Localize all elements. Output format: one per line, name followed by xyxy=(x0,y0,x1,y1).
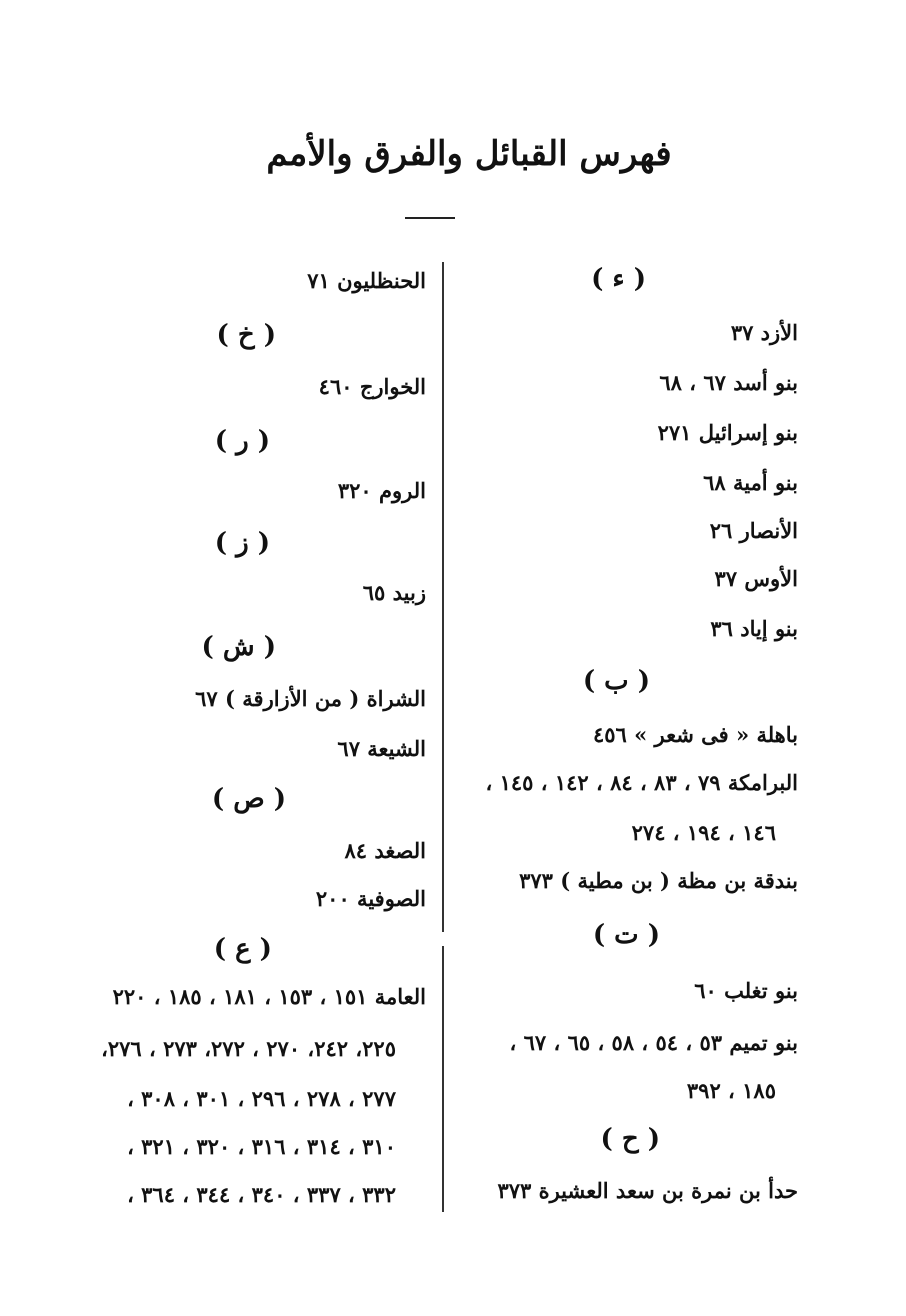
index-entry: حدأ بن نمرة بن سعد العشيرة ٣٧٣ xyxy=(497,1178,798,1203)
page-title: فهرس القبائل والفرق والأمم xyxy=(266,134,672,174)
index-entry: الشراة ( من الأزارقة ) ٦٧ xyxy=(195,686,426,711)
section-heading-ra: ( ر ) xyxy=(214,426,270,456)
index-entry: العامة ١٥١ ، ١٥٣ ، ١٨١ ، ١٨٥ ، ٢٢٠ xyxy=(112,984,426,1009)
index-entry: بنو إسرائيل ٢٧١ xyxy=(657,420,798,445)
column-divider-upper xyxy=(442,262,444,932)
index-entry: الأوس ٣٧ xyxy=(714,566,798,591)
index-entry: الخوارج ٤٦٠ xyxy=(318,374,426,399)
index-entry: الصوفية ٢٠٠ xyxy=(315,886,426,911)
index-entry: الأزد ٣٧ xyxy=(730,320,798,345)
index-entry-continuation: ٢٢٥، ٢٤٢، ٢٧٠ ، ٢٧٢، ٢٧٣ ، ٢٧٦، xyxy=(101,1036,396,1061)
section-heading-kha: ( خ ) xyxy=(216,320,276,350)
index-entry: بندقة بن مظة ( بن مطية ) ٣٧٣ xyxy=(519,868,798,893)
index-entry: زبيد ٦٥ xyxy=(362,580,426,605)
section-heading-zay: ( ز ) xyxy=(214,528,270,558)
section-heading-hamza: ( ء ) xyxy=(591,264,646,294)
index-entry: الحنظليون ٧١ xyxy=(307,268,426,293)
index-entry: بنو أمية ٦٨ xyxy=(703,470,798,495)
section-heading-sad: ( ص ) xyxy=(211,784,286,814)
index-entry: باهلة « فى شعر » ٤٥٦ xyxy=(592,722,798,747)
index-entry: الصغد ٨٤ xyxy=(344,838,426,863)
index-entry-continuation: ٣٣٢ ، ٣٣٧ ، ٣٤٠ ، ٣٤٤ ، ٣٦٤ ، xyxy=(127,1182,396,1207)
column-divider-lower xyxy=(442,946,444,1212)
index-entry-continuation: ١٨٥ ، ٣٩٢ xyxy=(686,1078,776,1103)
index-entry: الروم ٣٢٠ xyxy=(337,478,426,503)
section-heading-ta: ( ت ) xyxy=(592,920,660,950)
index-entry-continuation: ٣١٠ ، ٣١٤ ، ٣١٦ ، ٣٢٠ ، ٣٢١ ، xyxy=(127,1134,396,1159)
index-entry-continuation: ١٤٦ ، ١٩٤ ، ٢٧٤ xyxy=(631,820,776,845)
index-entry-continuation: ٢٧٧ ، ٢٧٨ ، ٢٩٦ ، ٣٠١ ، ٣٠٨ ، xyxy=(127,1086,396,1111)
index-entry: بنو إياد ٣٦ xyxy=(710,616,798,641)
section-heading-ba: ( ب ) xyxy=(582,666,650,696)
index-entry: الشيعة ٦٧ xyxy=(337,736,426,761)
index-entry: بنو تغلب ٦٠ xyxy=(694,978,798,1003)
title-rule xyxy=(405,217,455,219)
index-entry: بنو أسد ٦٧ ، ٦٨ xyxy=(659,370,798,395)
section-heading-ain: ( ع ) xyxy=(213,934,272,964)
section-heading-shin: ( ش ) xyxy=(201,632,276,662)
section-heading-ha: ( ح ) xyxy=(600,1124,660,1154)
index-entry: البرامكة ٧٩ ، ٨٣ ، ٨٤ ، ١٤٢ ، ١٤٥ ، xyxy=(485,770,798,795)
index-entry: الأنصار ٢٦ xyxy=(709,518,798,543)
index-entry: بنو تميم ٥٣ ، ٥٤ ، ٥٨ ، ٦٥ ، ٦٧ ، xyxy=(509,1030,798,1055)
